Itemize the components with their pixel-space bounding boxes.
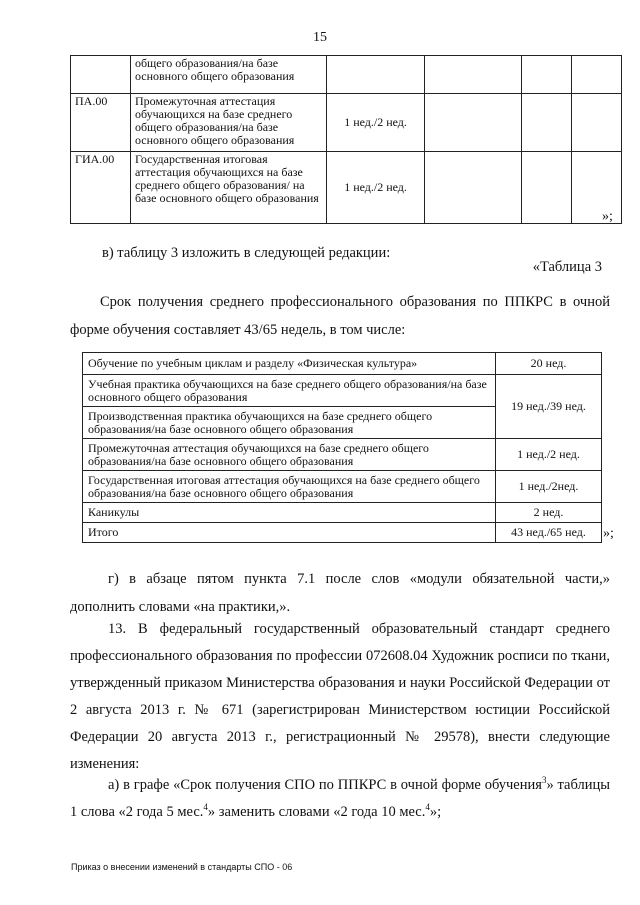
- paragraph-a: [70, 772, 610, 826]
- paragraph-a-part2: » таблицы 1 слова «2 года 5 мес.: [70, 777, 610, 820]
- table-cell-empty: [522, 94, 572, 152]
- footnote-ref: 4: [425, 802, 430, 813]
- table-cell-value: 2 нед.: [496, 503, 602, 523]
- table-row: [71, 152, 622, 224]
- table-cell-name: общего образования/на базе основного общего образования: [130, 56, 326, 94]
- table-cell-name: Учебная практика обучающихся на базе среднего общего образования/на базе основного общего образования: [83, 375, 496, 407]
- paragraph-v: в) таблицу 3 изложить в следующей редакции:: [102, 245, 391, 261]
- table-cell-name: Государственная итоговая аттестация обучающихся на базе среднего общего образования/на базе основного общего образования: [83, 471, 496, 503]
- table-cell-code: ПА.00: [71, 94, 131, 152]
- paragraph-a-part1: а) в графе «Срок получения СПО по ППКРС в очной форме обучения: [108, 777, 542, 793]
- table-cell-value: [326, 56, 425, 94]
- table-cell-empty: [425, 94, 522, 152]
- paragraph-a-part4: »;: [429, 804, 442, 820]
- table-cell-value: 43 нед./65 нед.: [496, 523, 602, 543]
- table-cell-value: 1 нед./2 нед.: [326, 152, 425, 224]
- table-cell-value: 1 нед./2 нед.: [496, 439, 602, 471]
- paragraph-g: г) в абзаце пятом пункта 7.1 после слов «модули обязательной части,» дополнить словами «на практики,».: [70, 571, 610, 615]
- table-cell-empty: [572, 94, 622, 152]
- table-cell-name: Каникулы: [83, 503, 496, 523]
- table-cell-value: 20 нед.: [496, 353, 602, 375]
- table-cell-empty: [572, 56, 622, 94]
- table-cell-empty: [425, 152, 522, 224]
- table-cell-name: Промежуточная аттестация обучающихся на базе среднего общего образования/на базе основного общего образования: [130, 94, 326, 152]
- table-3-label: «Таблица 3: [532, 259, 602, 275]
- paragraph-a-part3: » заменить словами «2 года 10 мес.: [207, 804, 426, 820]
- paragraph-srok: Срок получения среднего профессионального образования по ППКРС в очной форме обучения составляет 43/65 недель, в том числе:: [70, 294, 610, 338]
- footnote-ref: 4: [203, 802, 208, 813]
- table-1-closing-quote: »;: [602, 209, 613, 224]
- table-row: [83, 375, 602, 407]
- table-row: [71, 94, 622, 152]
- table-cell-empty: [425, 56, 522, 94]
- table-cell-code: ГИА.00: [71, 152, 131, 224]
- page-number: 15: [313, 30, 327, 45]
- table-1: [70, 55, 622, 224]
- footnote-ref: 3: [541, 775, 547, 786]
- table-cell-value: 1 нед./2нед.: [496, 471, 602, 503]
- table-cell-empty: [572, 152, 622, 224]
- table-cell-name: Государственная итоговая аттестация обучающихся на базе среднего общего образования/ на базе основного общего образования: [130, 152, 326, 224]
- table-row: [83, 439, 602, 471]
- table-row: [83, 353, 602, 375]
- table-3-closing-quote: »;: [603, 526, 614, 541]
- table-cell-value: 19 нед./39 нед.: [496, 375, 602, 439]
- table-3: [82, 352, 602, 543]
- table-cell-name: Промежуточная аттестация обучающихся на базе среднего общего образования/на базе основного общего образования: [83, 439, 496, 471]
- table-row: [83, 471, 602, 503]
- footer-note: Приказ о внесении изменений в стандарты СПО - 06: [71, 862, 293, 872]
- table-row: [83, 503, 602, 523]
- paragraph-13: 13. В федеральный государственный образовательный стандарт среднего профессионального образования по профессии 072608.04 Художник росписи по ткани, утвержденный приказом Министерства образования и науки Российской Федерации от 2 августа 2013 г. № 671 (зарегистрирован Министерством юстиции Российской Федерации 20 августа 2013 г., регистрационный № 29578), внести следующие изменения:: [70, 621, 610, 772]
- table-row: [71, 56, 622, 94]
- table-cell-empty: [522, 152, 572, 224]
- table-cell-value: 1 нед./2 нед.: [326, 94, 425, 152]
- table-cell-name: Итого: [83, 523, 496, 543]
- table-cell-name: Производственная практика обучающихся на базе среднего общего образования/на базе основного общего образования: [83, 407, 496, 439]
- table-cell-name: Обучение по учебным циклам и разделу «Физическая культура»: [83, 353, 496, 375]
- table-row: [83, 523, 602, 543]
- table-cell-empty: [522, 56, 572, 94]
- table-cell-code: [71, 56, 131, 94]
